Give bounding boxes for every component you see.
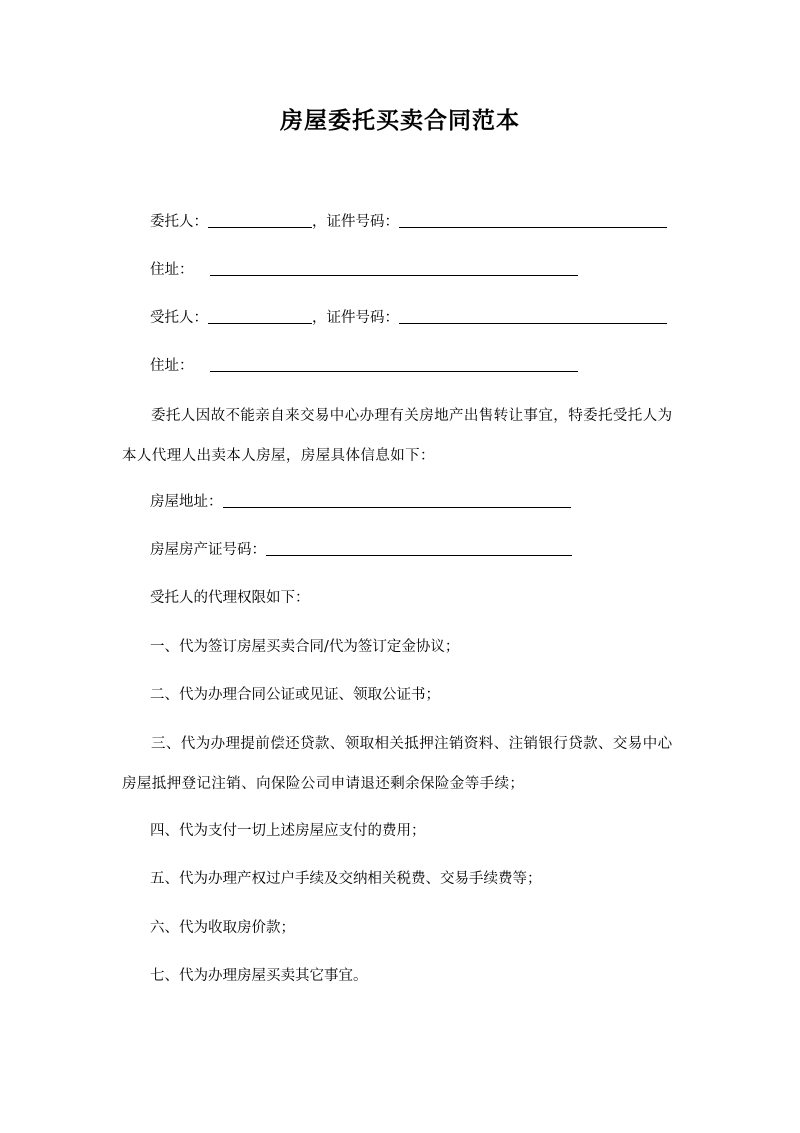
property-address-blank[interactable] xyxy=(223,492,571,508)
principal-name-blank[interactable] xyxy=(208,212,312,228)
principal-line xyxy=(150,210,667,233)
agent-name-blank[interactable] xyxy=(208,308,312,324)
authority-item-3: 三、代为办理提前偿还贷款、领取相关抵押注销资料、注销银行贷款、交易中心房屋抵押登记注销、向保险公司申请退还剩余保险金等手续； xyxy=(122,736,673,792)
authority-item-1: 一、代为签订房屋买卖合同/代为签订定金协议； xyxy=(150,639,460,655)
authority-heading: 受托人的代理权限如下： xyxy=(150,590,310,606)
principal-label: 委托人： xyxy=(150,214,208,230)
intro-paragraph: 委托人因故不能亲自来交易中心办理有关房地产出售转让事宜，特委托受托人为本人代理人出卖本人房屋，房屋具体信息如下： xyxy=(122,408,673,464)
agent-address-blank[interactable] xyxy=(210,356,578,372)
agent-id-label: ，证件号码： xyxy=(312,310,399,326)
agent-id-blank[interactable] xyxy=(399,308,667,324)
authority-item-6: 六、代为收取房价款； xyxy=(150,920,295,936)
authority-item-4: 四、代为支付一切上述房屋应支付的费用； xyxy=(150,823,426,839)
property-cert-label: 房屋房产证号码： xyxy=(150,542,266,558)
agent-address-label: 住址： xyxy=(150,358,194,374)
property-address-label: 房屋地址： xyxy=(150,494,223,510)
principal-address-label: 住址： xyxy=(150,262,194,278)
property-cert-line xyxy=(150,538,572,561)
authority-item-5: 五、代为办理产权过户手续及交纳相关税费、交易手续费等； xyxy=(150,871,542,887)
agent-line xyxy=(150,306,667,329)
document-title: 房屋委托买卖合同范本 xyxy=(280,107,520,134)
principal-id-blank[interactable] xyxy=(399,212,667,228)
authority-item-7: 七、代为办理房屋买卖其它事宜。 xyxy=(150,968,368,984)
agent-address-line xyxy=(150,354,578,377)
principal-address-line xyxy=(150,258,578,281)
property-address-line xyxy=(150,490,571,513)
agent-label: 受托人： xyxy=(150,310,208,326)
principal-id-label: ，证件号码： xyxy=(312,214,399,230)
principal-address-blank[interactable] xyxy=(210,260,578,276)
authority-item-2: 二、代为办理合同公证或见证、领取公证书； xyxy=(150,687,440,703)
property-cert-blank[interactable] xyxy=(266,540,572,556)
